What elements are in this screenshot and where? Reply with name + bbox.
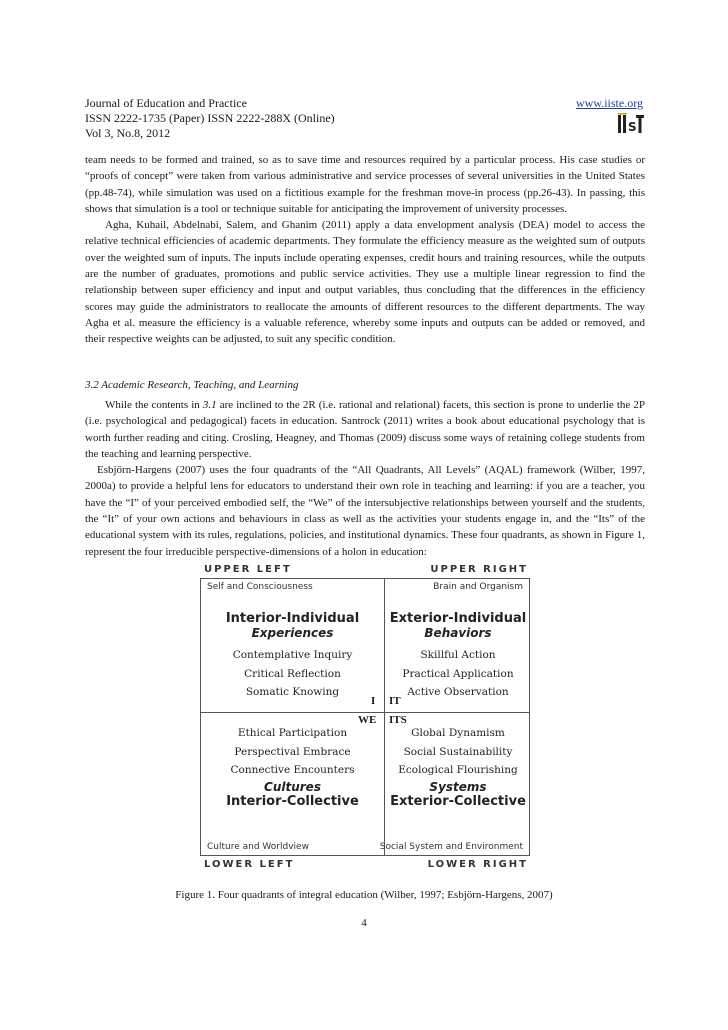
volume-line: Vol 3, No.8, 2012 (85, 126, 171, 140)
quadrant-figure (180, 563, 530, 873)
figure-caption: Figure 1. Four quadrants of integral education (Wilber, 1997; Esbjörn-Hargens, 2007) (175, 889, 553, 901)
issn-line: ISSN 2222-1735 (Paper) ISSN 2222-288X (Online) (85, 111, 335, 125)
lr-title: Exterior-Collective (390, 793, 526, 809)
pronoun-we: WE (358, 714, 377, 726)
ll-item: Connective Encounters (230, 764, 355, 776)
lr-item: Global Dynamism (411, 727, 505, 739)
journal-title: Journal of Education and Practice (85, 96, 247, 110)
upper-left-label: UPPER LEFT (204, 564, 292, 575)
quadrant-grid (200, 578, 530, 856)
ll-subtitle: Culture and Worldview (207, 842, 309, 852)
lr-item: Social Sustainability (403, 745, 513, 758)
ul-subtitle: Self and Consciousness (207, 582, 313, 592)
lower-left-quadrant (201, 724, 384, 809)
svg-text:S: S (628, 120, 637, 134)
pronoun-i: I (371, 695, 376, 707)
iiste-logo (618, 113, 644, 135)
website-link[interactable]: www.iiste.org (576, 96, 643, 110)
lower-right-label: LOWER RIGHT (427, 859, 528, 870)
ur-subtitle: Brain and Organism (433, 582, 523, 592)
ul-title: Interior-Individual (225, 611, 360, 626)
pronoun-it: IT (389, 695, 401, 707)
ur-item: Skillful Action (420, 649, 496, 661)
ul-item: Critical Reflection (244, 667, 341, 680)
lr-subtitle: Social System and Environment (379, 842, 523, 852)
lr-item: Ecological Flourishing (398, 764, 518, 776)
upper-right-label: UPPER RIGHT (430, 564, 528, 575)
lr-sub: Systems (429, 779, 487, 794)
upper-right-quadrant (385, 611, 531, 702)
ul-item: Contemplative Inquiry (232, 649, 353, 661)
section-paragraph-2: Esbjörn-Hargens (2007) uses the four quadrants of the “All Quadrants, All Levels” (AQAL) framework (Wilber, 1997, 2000a) to provide a helpful lens for educators to understand their own role in teaching and learning: if you are a teacher, you have the “I” of your perceived embodied self, the “We” of the intersubjective relationships between yourself and the students, the “It” of your own actions and behaviours in class as well as the activities your students engage in, and the “Its” of the educational system with its rules, regulations, policies, and institutional dynamics. These four quadrants, as shown in Figure 1, represent the four irreducible perspective-dimensions of a holon in education: (85, 464, 645, 558)
body-section (85, 397, 645, 560)
lower-left-label: LOWER LEFT (204, 859, 295, 870)
section-paragraph-1: While the contents in 3.1 are inclined to the 2R (i.e. rational and relational) facets, this section is prone to underlie the 2P (i.e. psychological and pedagogical) facets in education. Santrock (2011) writes a book about educational psychology that is worth further reading and citing. Crosling, Heagney, and Thomas (2009) discuss some ways of retaining college students from the teaching and learning perspective. (85, 399, 646, 460)
upper-left-quadrant (201, 611, 384, 702)
ur-title: Exterior-Individual (389, 611, 527, 626)
section-heading: 3.2 Academic Research, Teaching, and Learning (85, 379, 299, 391)
ll-sub: Cultures (264, 779, 321, 794)
ur-item: Practical Application (402, 667, 514, 680)
lower-right-quadrant (385, 724, 531, 809)
ul-sub: Experiences (251, 626, 334, 640)
ll-item: Perspectival Embrace (234, 745, 351, 758)
section-ref: 3.1 (202, 399, 217, 411)
ur-item: Active Observation (407, 686, 509, 698)
ll-item: Ethical Participation (237, 727, 348, 739)
horizontal-divider (201, 712, 529, 713)
pronoun-its: ITS (389, 714, 407, 726)
ll-title: Interior-Collective (226, 793, 359, 809)
ur-sub: Behaviors (424, 626, 492, 640)
page-number: 4 (361, 917, 367, 929)
ul-item: Somatic Knowing (245, 686, 340, 698)
paragraph-2: Agha, Kuhail, Abdelnabi, Salem, and Ghanim (2011) apply a data envelopment analysis (DEA) model to access the relative technical efficiencies of academic departments. They formulate the efficiency measure as the weighted sum of outputs over the weighted sum of inputs. The inputs include operating expenses, credit hours and training resources, while the outputs are the number of graduates, promotions and public service activities. They use a multiple linear regression to find the relationship between super efficiency and input and output variables, thus concluding that the differences in the efficiency scores may guide the administrators to reallocate the amounts of different resources to the different departments. The way Agha et al. measure the efficiency is a valuable reference, whereby some inputs and outputs can be added or removed, and their respective weights can be adjusted, to suit any specific condition. (85, 219, 645, 346)
body-top (85, 152, 645, 348)
paragraph-1: team needs to be formed and trained, so as to save time and resources required by a particular process. His case studies or “proofs of concept” were taken from various administrative and service processes of several universities in the United States (pp.48-74), while simulation was used on a fictitious example for the freshman move-in process (pp.26-43). In passing, this shows that simulation is a tool or technique suitable for anticipating the improvement of university processes. (85, 154, 645, 215)
